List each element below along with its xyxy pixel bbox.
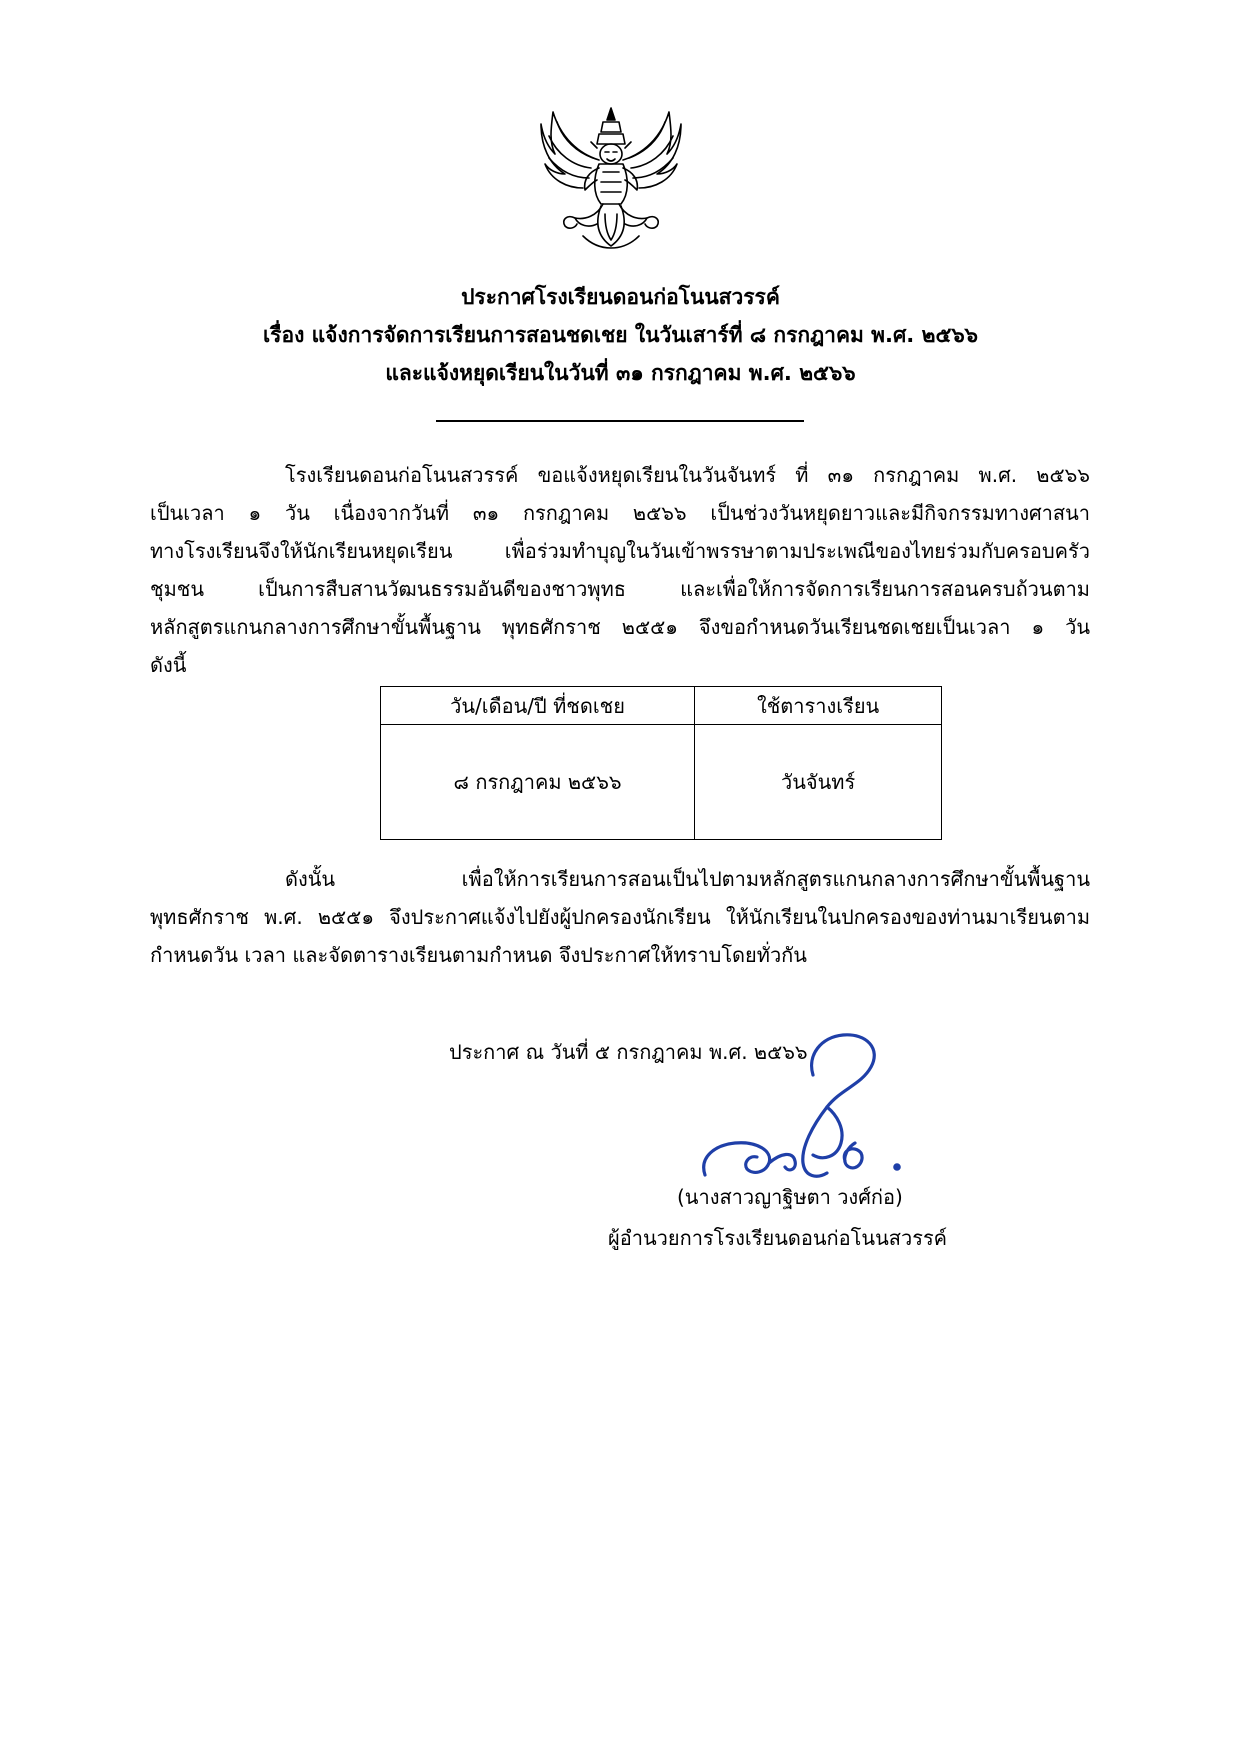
paragraph-line: หลักสูตรแกนกลางการศึกษาขั้นพื้นฐาน พุทธศักราช ๒๕๕๑ จึงขอกำหนดวันเรียนชดเชยเป็นเวลา ๑ วัน: [150, 615, 1090, 639]
heading-school: ประกาศโรงเรียนดอนก่อโนนสวรรค์: [461, 285, 780, 309]
paragraph-line: พุทธศักราช พ.ศ. ๒๕๕๑ จึงประกาศแจ้งไปยังผู้ปกครองนักเรียน ให้นักเรียนในปกครองของท่านมาเรียนตาม: [150, 905, 1090, 929]
cell-schedule-day: วันจันทร์: [695, 725, 942, 840]
paragraph-conclusion: [150, 860, 1090, 974]
paragraph-line: กำหนดวัน เวลา และจัดตารางเรียนตามกำหนด จึงประกาศให้ทราบโดยทั่วกัน: [150, 943, 807, 967]
heading-divider: [436, 420, 804, 422]
paragraph-line: ทางโรงเรียนจึงให้นักเรียนหยุดเรียน เพื่อร่วมทำบุญในวันเข้าพรรษาตามประเพณีของไทยร่วมกับครอบครัว: [150, 539, 1090, 563]
cell-makeup-date: ๘ กรกฎาคม ๒๕๖๖: [381, 725, 695, 840]
signatory-name: (นางสาวญาฐิษตา วงศ์ก่อ): [677, 1185, 903, 1209]
heading-subject: เรื่อง แจ้งการจัดการเรียนการสอนชดเชย ในวันเสาร์ที่ ๘ กรกฎาคม พ.ศ. ๒๕๖๖: [263, 323, 978, 347]
paragraph-closure-notice: [150, 456, 1090, 684]
makeup-schedule-table: [380, 686, 942, 840]
announcement-date: ประกาศ ณ วันที่ ๕ กรกฎาคม พ.ศ. ๒๕๖๖: [449, 1040, 808, 1064]
column-header-schedule: ใช้ตารางเรียน: [695, 687, 942, 725]
table-row: [381, 725, 942, 840]
paragraph-line: ชุมชน เป็นการสืบสานวัฒนธรรมอันดีของชาวพุทธ และเพื่อให้การจัดการเรียนการสอนครบถ้วนตาม: [150, 577, 1090, 601]
signatory-title: ผู้อำนวยการโรงเรียนดอนก่อโนนสวรรค์: [608, 1226, 948, 1250]
announcement-heading: [0, 278, 1241, 392]
handwritten-signature: [695, 1015, 927, 1190]
heading-subject-continued: และแจ้งหยุดเรียนในวันที่ ๓๑ กรกฎาคม พ.ศ. ๒๕๖๖: [385, 361, 856, 385]
paragraph-line: ดังนี้: [150, 653, 187, 677]
paragraph-line: เป็นเวลา ๑ วัน เนื่องจากวันที่ ๓๑ กรกฎาคม ๒๕๖๖ เป็นช่วงวันหยุดยาวและมีกิจกรรมทางศาสนา: [150, 501, 1090, 525]
garuda-emblem-icon: [535, 102, 687, 252]
column-header-makeup-date: วัน/เดือน/ปี ที่ชดเชย: [381, 687, 695, 725]
paragraph-line: โรงเรียนดอนก่อโนนสวรรค์ ขอแจ้งหยุดเรียนในวันจันทร์ ที่ ๓๑ กรกฎาคม พ.ศ. ๒๕๖๖: [285, 463, 1090, 487]
paragraph-line: ดังนั้น เพื่อให้การเรียนการสอนเป็นไปตามหลักสูตรแกนกลางการศึกษาขั้นพื้นฐาน: [285, 867, 1090, 891]
table-header-row: [381, 687, 942, 725]
